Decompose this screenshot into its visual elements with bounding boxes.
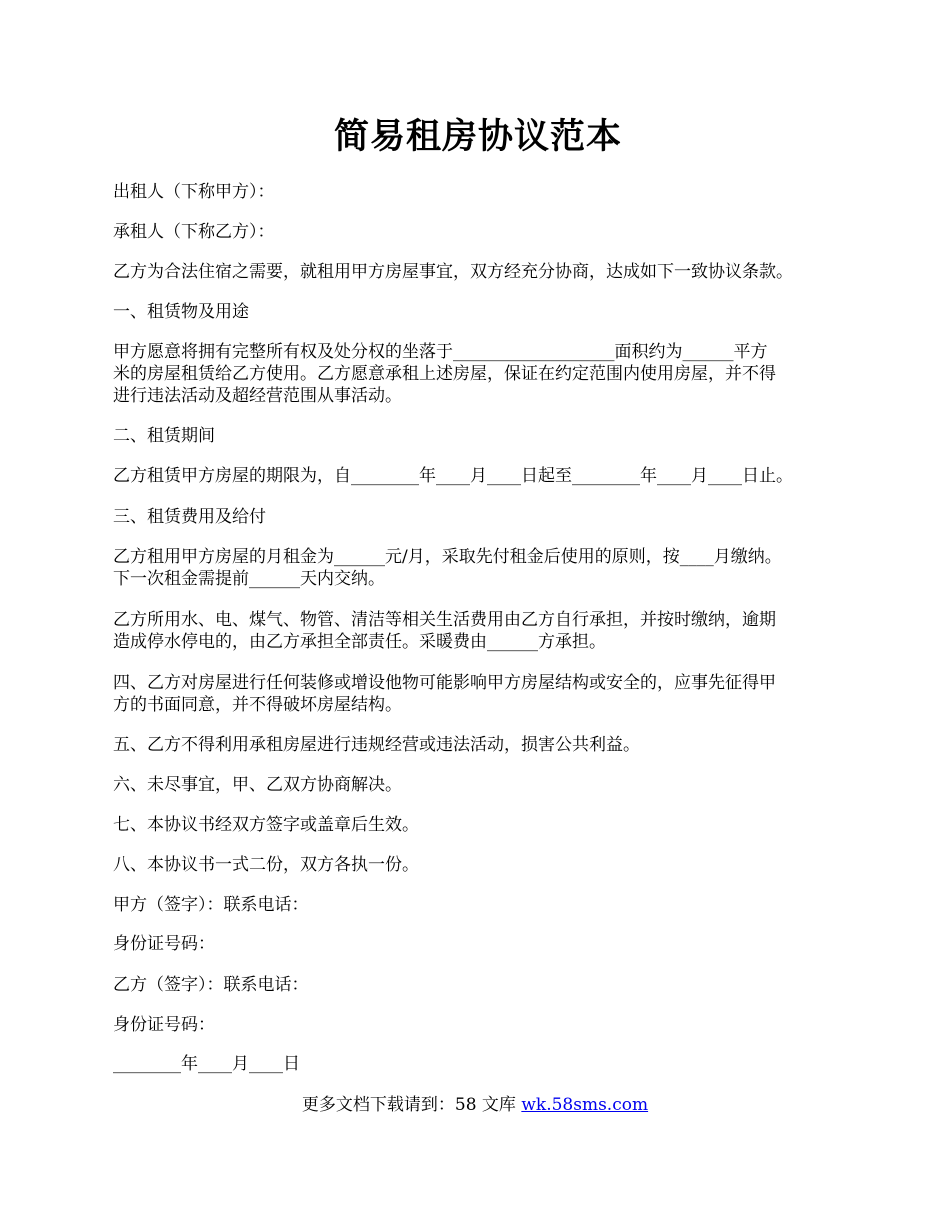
paragraph-line: 二、租赁期间 xyxy=(113,426,215,446)
paragraph-line: 米的房屋租赁给乙方使用。乙方愿意承租上述房屋，保证在约定范围内使用房屋，并不得 xyxy=(113,364,776,384)
paragraph-line: ________年____月____日 xyxy=(113,1054,300,1074)
paragraph-line: 乙方租赁甲方房屋的期限为，自________年____月____日起至________年____月____日止。 xyxy=(113,466,793,486)
paragraph-line: 七、本协议书经双方签字或盖章后生效。 xyxy=(113,815,419,835)
section-6 xyxy=(113,774,843,796)
footer-link[interactable]: wk.58sms.com xyxy=(521,1095,649,1115)
paragraph-line: 方的书面同意，并不得破坏房屋结构。 xyxy=(113,695,402,715)
paragraph-line: 进行违法活动及超经营范围从事活动。 xyxy=(113,386,402,406)
section-3-heading xyxy=(113,506,843,528)
paragraph-line: 一、租赁物及用途 xyxy=(113,302,249,322)
page-footer xyxy=(0,1094,950,1116)
signing-date xyxy=(113,1053,843,1075)
section-1-heading xyxy=(113,301,843,323)
paragraph-line: 身份证号码： xyxy=(113,934,215,954)
document-title: 简易租房协议范本 xyxy=(333,116,622,157)
paragraph-line: 承租人（下称乙方）： xyxy=(113,222,275,242)
paragraph-line: 六、未尽事宜，甲、乙双方协商解决。 xyxy=(113,775,402,795)
paragraph-line: 乙方租用甲方房屋的月租金为______元/月，采取先付租金后使用的原则，按____月缴纳。 xyxy=(113,547,782,567)
party-b-signature xyxy=(113,974,843,996)
paragraph-lessor xyxy=(113,181,843,203)
paragraph-line: 八、本协议书一式二份，双方各执一份。 xyxy=(113,855,419,875)
party-a-signature xyxy=(113,894,843,916)
paragraph-line: 乙方所用水、电、煤气、物管、清洁等相关生活费用由乙方自行承担，并按时缴纳，逾期 xyxy=(113,610,776,630)
paragraph-line: 下一次租金需提前______天内交纳。 xyxy=(113,569,385,589)
paragraph-line: 出租人（下称甲方）： xyxy=(113,182,275,202)
section-1-body xyxy=(113,341,843,407)
section-5 xyxy=(113,734,843,756)
paragraph-line: 身份证号码： xyxy=(113,1015,215,1035)
section-7 xyxy=(113,814,843,836)
section-2-heading xyxy=(113,425,843,447)
paragraph-lessee xyxy=(113,221,843,243)
section-8 xyxy=(113,854,843,876)
paragraph-line: 甲方愿意将拥有完整所有权及处分权的坐落于___________________面积约为______平方 xyxy=(113,342,768,362)
paragraph-preamble xyxy=(113,261,843,283)
paragraph-line: 甲方（签字）：联系电话： xyxy=(113,895,309,915)
paragraph-line: 五、乙方不得利用承租房屋进行违规经营或违法活动，损害公共利益。 xyxy=(113,735,640,755)
section-3-utilities xyxy=(113,609,843,653)
paragraph-line: 造成停水停电的，由乙方承担全部责任。采暖费由______方承担。 xyxy=(113,632,606,652)
paragraph-line: 四、乙方对房屋进行任何装修或增设他物可能影响甲方房屋结构或安全的，应事先征得甲 xyxy=(113,673,776,693)
party-b-id xyxy=(113,1014,843,1036)
party-a-id xyxy=(113,933,843,955)
paragraph-line: 三、租赁费用及给付 xyxy=(113,507,266,527)
section-2-body xyxy=(113,465,843,487)
paragraph-line: 乙方为合法住宿之需要，就租用甲方房屋事宜，双方经充分协商，达成如下一致协议条款。 xyxy=(113,262,793,282)
section-4 xyxy=(113,672,843,716)
footer-text: 更多文档下载请到：58 文库 xyxy=(301,1095,522,1115)
section-3-rent xyxy=(113,546,843,590)
paragraph-line: 乙方（签字）：联系电话： xyxy=(113,975,309,995)
